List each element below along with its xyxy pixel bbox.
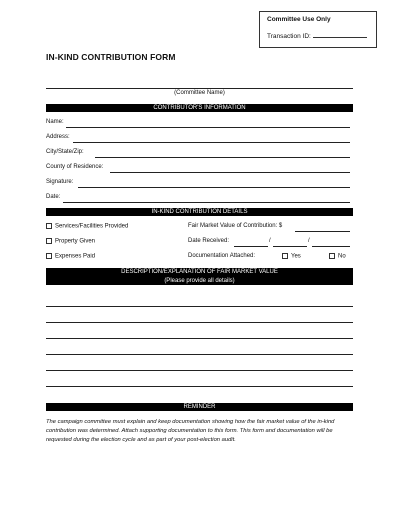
description-line[interactable] (46, 386, 353, 387)
city-state-zip-label: City/State/Zip: (46, 149, 84, 155)
contributor-section-header: CONTRIBUTOR'S INFORMATION (46, 104, 353, 112)
services-label: Services/Facilities Provided (55, 223, 129, 230)
property-label: Property Given (55, 238, 96, 245)
address-label: Address: (46, 134, 70, 140)
transaction-id-field[interactable] (313, 31, 367, 38)
address-field[interactable] (73, 142, 350, 143)
description-line[interactable] (46, 370, 353, 371)
date-received-month[interactable] (234, 246, 268, 247)
checkbox-icon[interactable] (282, 253, 288, 259)
reminder-text: The campaign committee must explain and keep documentation showing how the fair market value of the in-kind contribution was determined. Attach supporting documentation to this form. This form and documentation will be requested during the election cycle and as part of your post-election audit. (46, 419, 335, 443)
date-label: Date: (46, 194, 61, 200)
committee-name-caption: (Committee Name) (174, 90, 225, 96)
date-separator-2: / (308, 238, 310, 244)
checkbox-yes[interactable] (282, 253, 301, 260)
checkbox-property[interactable] (46, 238, 95, 245)
committee-use-box (259, 11, 377, 48)
name-label: Name: (46, 119, 64, 125)
checkbox-no[interactable] (329, 253, 346, 260)
no-label: No (338, 253, 346, 260)
description-line[interactable] (46, 338, 353, 339)
transaction-id-label: Transaction ID: (267, 33, 311, 40)
transaction-id-row (267, 31, 367, 40)
committee-use-title: Committee Use Only (267, 16, 331, 23)
signature-field[interactable] (78, 187, 350, 188)
date-received-day[interactable] (273, 246, 307, 247)
form-title: IN-KIND CONTRIBUTION FORM (46, 52, 176, 62)
checkbox-icon[interactable] (46, 238, 52, 244)
committee-name-field[interactable] (46, 88, 353, 89)
checkbox-icon[interactable] (329, 253, 335, 259)
description-header-line2: (Please provide all details) (164, 277, 235, 284)
documentation-label: Documentation Attached: (188, 253, 256, 259)
fair-market-field[interactable] (295, 231, 350, 232)
checkbox-icon[interactable] (46, 223, 52, 229)
reminder-section-header: REMINDER (46, 403, 353, 411)
fair-market-label: Fair Market Value of Contribution: $ (188, 223, 283, 229)
description-line[interactable] (46, 306, 353, 307)
signature-label: Signature: (46, 179, 74, 185)
checkbox-expenses[interactable] (46, 253, 95, 260)
checkbox-services[interactable] (46, 223, 128, 230)
description-line[interactable] (46, 354, 353, 355)
name-field[interactable] (66, 127, 350, 128)
description-line[interactable] (46, 322, 353, 323)
date-field[interactable] (63, 202, 350, 203)
city-state-zip-field[interactable] (95, 157, 350, 158)
details-section-header: IN-KIND CONTRIBUTION DETAILS (46, 208, 353, 216)
county-field[interactable] (110, 172, 350, 173)
description-section-header (46, 268, 353, 285)
checkbox-icon[interactable] (46, 253, 52, 259)
description-header-line1: DESCRIPTION/EXPLANATION OF FAIR MARKET VALUE (121, 269, 278, 275)
yes-label: Yes (291, 253, 301, 260)
date-separator-1: / (269, 238, 271, 244)
county-label: County of Residence: (46, 164, 104, 170)
expenses-label: Expenses Paid (55, 253, 96, 260)
date-received-year[interactable] (312, 246, 350, 247)
date-received-label: Date Received: (188, 238, 230, 244)
